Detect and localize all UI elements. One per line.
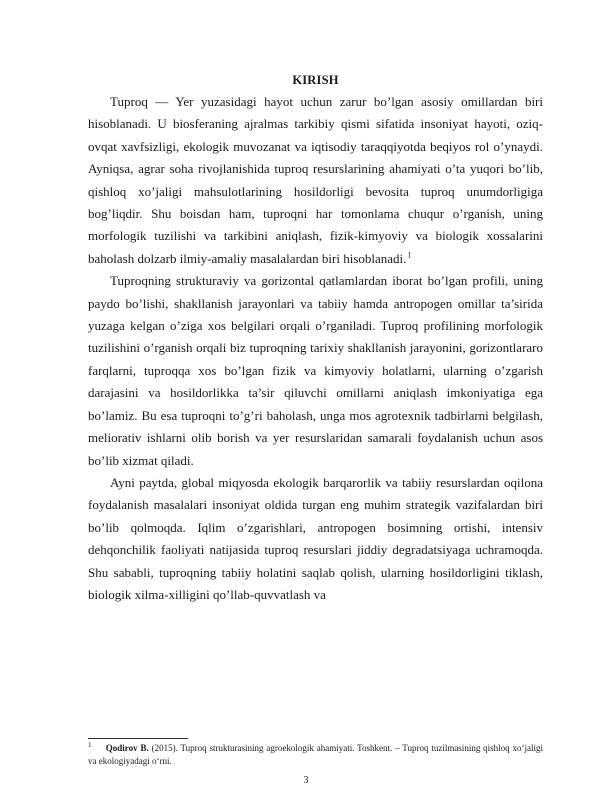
paragraph-3-text: Ayni paytda, global miqyosda ekologik barqarorlik va tabiiy resurslardan oqilona foydalanish masalalari insoniyat oldida turgan eng muhim strategik vazifalardan biri bo’lib qolmoqda. Iqlim o’zgarishlari, antropogen bosimning ortishi, intensiv dehqonchilik faoliyati natijasida tuproq resurslari jiddiy degradatsiyaga uchramoqda. Shu sababli, tuproqning tabiiy holatini saqlab qolish, ularning hosildorligini tiklash, biologik xilma-xilligini qo’llab-quvvatlash va bbox=[88, 474, 543, 602]
footnote-author: Qodirov B. bbox=[105, 743, 149, 753]
footnote-divider bbox=[88, 738, 188, 739]
section-heading: KIRISH bbox=[292, 73, 339, 87]
page-body bbox=[88, 72, 543, 606]
paragraph-1-text: Tuproq — Yer yuzasidagi hayot uchun zarur bo’lgan asosiy omillardan biri hisoblanadi. U biosferaning ajralmas tarkibiy qismi sifatida insoniyat hayoti, oziq-ovqat xavfsizligi, ekologik muvozanat va iqtisodiy taraqqiyotda beqiyos rol o’ynaydi. Ayniqsa, agrar soha rivojlanishida tuproq resurslarining ahamiyati o’ta yuqori bo’lib, qishloq xo’jaligi mahsulotlarining hosildorligi bevosita tuproq unumdorligiga bog’liqdir. Shu boisdan ham, tuproqni har tomonlama chuqur o’rganish, uning morfologik tuzilishi va tarkibini aniqlash, fizik-kimyoviy va biologik xossalarini baholash dolzarb ilmiy-amaliy masalalardan biri hisoblanadi. bbox=[88, 94, 543, 266]
footnote-number: 1 bbox=[88, 741, 92, 749]
footnote-text: (2015). Tuproq strukturasining agroekologik ahamiyati. Toshkent. – Tuproq tuzilmasining qishloq xo‘jaligi va ekologiyadagi o‘rni. bbox=[88, 743, 544, 766]
paragraph-3 bbox=[88, 472, 543, 606]
footnote-reference: 1 bbox=[407, 250, 412, 260]
paragraph-2 bbox=[88, 270, 543, 472]
page-number: 3 bbox=[303, 775, 309, 786]
paragraph-1 bbox=[88, 91, 543, 270]
footnote bbox=[88, 742, 543, 768]
paragraph-2-text: Tuproqning strukturaviy va gorizontal qatlamlardan iborat bo’lgan profili, uning paydo bo’lishi, shakllanish jarayonlari va tabiiy hamda antropogen omillar ta’sirida yuzaga kelgan o’ziga xos belgilari orqali o’rganiladi. Tuproq profilining morfologik tuzilishini o’rganish orqali biz tuproqning tarixiy shakllanish jarayonini, gorizontlararo farqlarni, tuproqqa xos bo’lgan fizik va kimyoviy holatlarni, ularning o’zgarish darajasini va hosildorlikka ta’sir qiluvchi omillarni aniqlash imkoniyatiga ega bo’lamiz. Bu esa tuproqni to’g’ri baholash, unga mos agrotexnik tadbirlarni belgilash, meliorativ ishlarni olib borish va yer resurslaridan samarali foydalanish uchun asos bo’lib xizmat qiladi. bbox=[88, 273, 543, 468]
